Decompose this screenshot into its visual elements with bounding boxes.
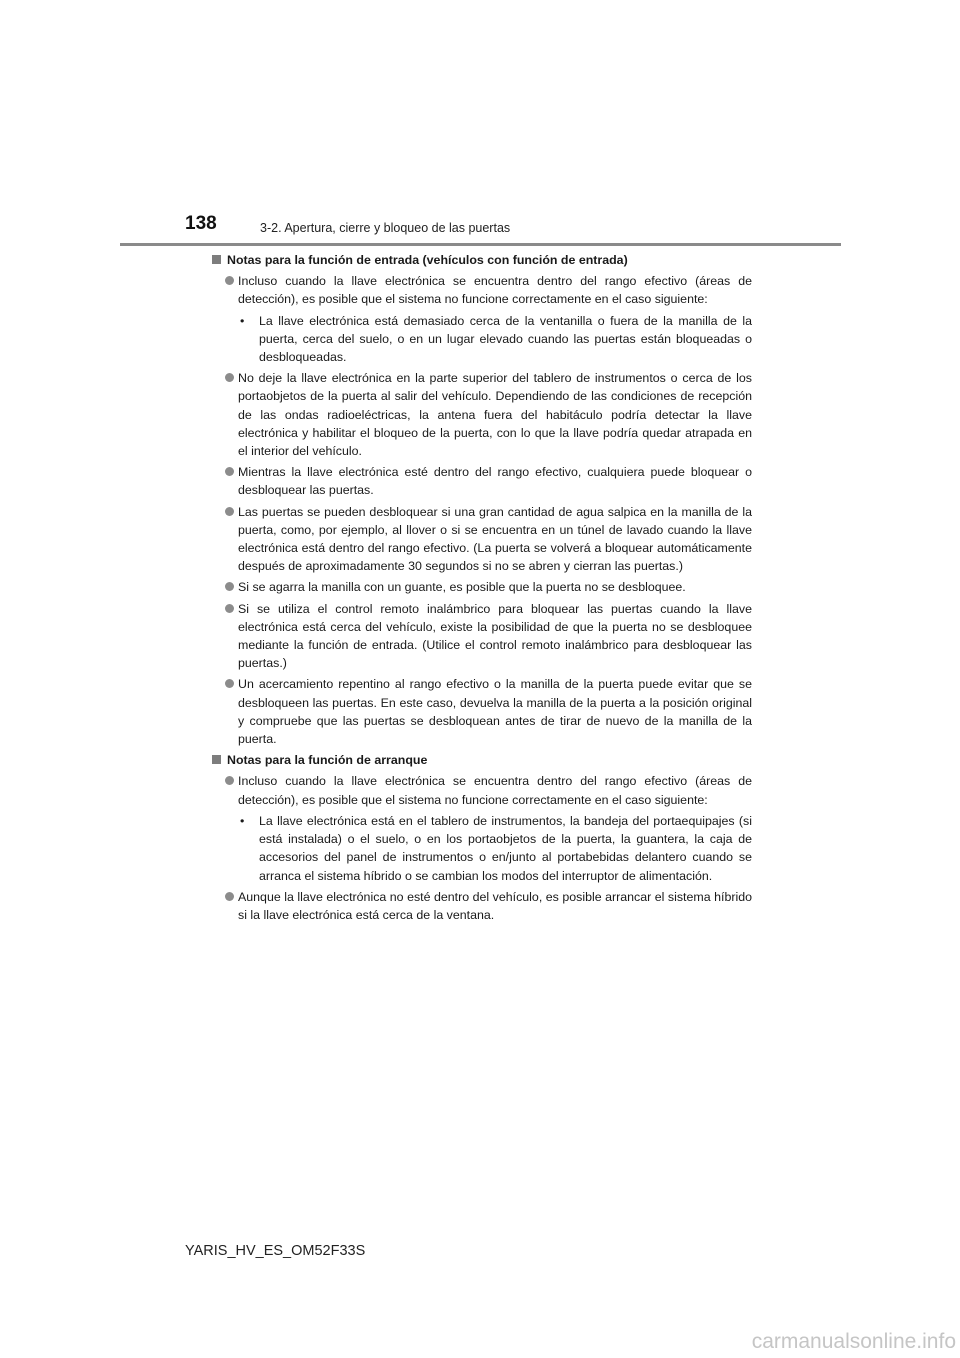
list-item-text: Si se agarra la manilla con un guante, es posible que la puerta no se desbloquee.: [238, 580, 686, 595]
list-item: [212, 772, 752, 808]
list-item: [212, 675, 752, 748]
list-item: [212, 463, 752, 499]
circle-bullet-icon: [225, 776, 234, 785]
list-item-text: Las puertas se pueden desbloquear si una gran cantidad de agua salpica en la manilla de la puerta, como, por ejemplo, al llover o si se encuentra en un túnel de lavado cuando la llave electrónica está dentro del rango efectivo. (La puerta se volverá a bloquear automáticamente después de aproximadamente 30 segundos si no se abren y cierran las puertas.): [238, 504, 752, 574]
list-item-text: Incluso cuando la llave electrónica se encuentra dentro del rango efectivo (áreas de detección), es posible que el sistema no funcione correctamente en el caso siguiente:: [238, 274, 752, 307]
circle-bullet-icon: [225, 582, 234, 591]
document-code: YARIS_HV_ES_OM52F33S: [185, 1243, 366, 1259]
sub-list-item: [212, 312, 752, 367]
circle-bullet-icon: [225, 892, 234, 901]
section-heading: [212, 251, 752, 269]
list-item: [212, 503, 752, 576]
circle-bullet-icon: [225, 507, 234, 516]
list-item: [212, 578, 752, 596]
section-heading-text: Notas para la función de arranque: [227, 753, 428, 768]
list-item-text: Incluso cuando la llave electrónica se encuentra dentro del rango efectivo (áreas de detección), es posible que el sistema no funcione correctamente en el caso siguiente:: [238, 774, 752, 807]
section-title: 3-2. Apertura, cierre y bloqueo de las puertas: [260, 221, 511, 235]
section-heading-text: Notas para la función de entrada (vehículos con función de entrada): [227, 253, 628, 267]
sub-list-item-text: La llave electrónica está demasiado cerca de la ventanilla o fuera de la manilla de la puerta, cerca del suelo, o en un lugar elevado cuando las puertas están bloqueadas o desbloqueadas.: [259, 313, 752, 365]
watermark: carmanualsonline.info: [751, 1330, 956, 1353]
sub-list-item-text: La llave electrónica está en el tablero de instrumentos, la bandeja del portaequipajes (si está instalada) o el suelo, o en los portaobjetos de la puerta, la guantera, la caja de accesorios del panel de instrumentos o en/junto al portabebidas delantero cuando se arranca el sistema híbrido o se cambian los modos del interruptor de alimentación.: [259, 813, 752, 883]
list-item: [212, 888, 752, 924]
list-item-text: Aunque la llave electrónica no esté dentro del vehículo, es posible arrancar el sistema híbrido si la llave electrónica está cerca de la ventana.: [238, 889, 752, 922]
circle-bullet-icon: [225, 373, 234, 382]
square-bullet-icon: [212, 255, 221, 264]
list-item: [212, 600, 752, 673]
header-divider: [120, 243, 841, 246]
square-bullet-icon: [212, 755, 221, 764]
list-item: [212, 272, 752, 308]
list-item-text: Mientras la llave electrónica esté dentro del rango efectivo, cualquiera puede bloquear o desbloquear las puertas.: [238, 465, 752, 498]
dot-bullet-icon: •: [240, 813, 245, 828]
circle-bullet-icon: [225, 467, 234, 476]
sub-list-item: [212, 812, 752, 885]
circle-bullet-icon: [225, 679, 234, 688]
list-item-text: No deje la llave electrónica en la parte superior del tablero de instrumentos o cerca de los portaobjetos de la puerta al salir del vehículo. Dependiendo de las condiciones de recepción de las ondas radioeléctricas, la antena fuera del habitáculo podría detectar la llave electrónica y habilitar el bloqueo de la puerta, con lo que la llave podría quedar atrapada en el interior del vehículo.: [238, 371, 752, 459]
page-content: [212, 251, 752, 927]
circle-bullet-icon: [225, 276, 234, 285]
list-item: [212, 369, 752, 460]
page-number: 138: [185, 213, 217, 234]
section-heading: [212, 751, 752, 769]
list-item-text: Un acercamiento repentino al rango efectivo o la manilla de la puerta puede evitar que se desbloqueen las puertas. En este caso, devuelva la manilla de la puerta a la posición original y compruebe que las puertas se desbloquean antes de tirar de nuevo de la manilla de la puerta.: [238, 677, 752, 747]
dot-bullet-icon: •: [240, 313, 245, 328]
circle-bullet-icon: [225, 604, 234, 613]
list-item-text: Si se utiliza el control remoto inalámbrico para bloquear las puertas cuando la llave electrónica está cerca del vehículo, existe la posibilidad de que la puerta no se desbloquee mediante la función de entrada. (Utilice el control remoto inalámbrico para desbloquear las puertas.): [238, 601, 752, 671]
